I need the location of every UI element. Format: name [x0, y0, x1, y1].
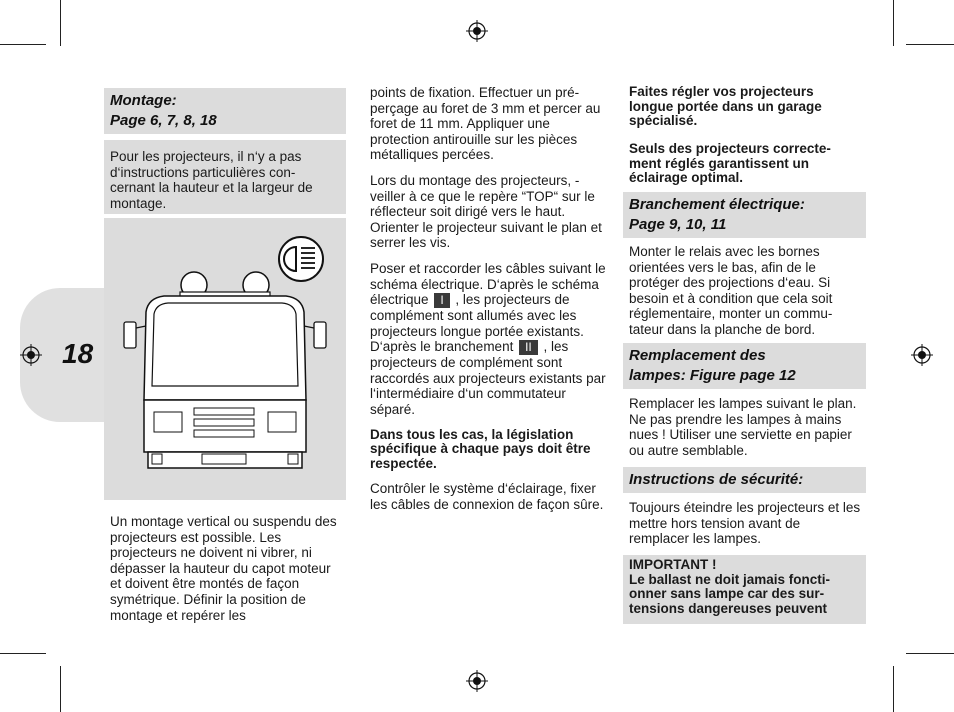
registration-mark-icon: [466, 20, 488, 42]
section-header-line: Page 6, 7, 8, 18: [110, 112, 217, 129]
crop-mark: [906, 44, 954, 45]
col1-body: Un montage vertical ou suspendu des projecteurs est possible. Les projecteurs ne doivent ni vibrer, ni dépasser la hauteur du capot moteur et doivent être montés de façon symétrique. Définir la position de montage et repérer les: [110, 514, 337, 623]
paragraph: Contrôler le système d‘éclairage, fixer les câbles de connexion de façon sûre.: [370, 481, 604, 512]
registration-mark-icon: [466, 670, 488, 692]
paragraph: Toujours éteindre les projecteurs et les mettre hors tension avant de remplacer les lampes.: [629, 500, 861, 547]
diagram-tag: II: [519, 340, 538, 355]
crop-mark: [893, 666, 894, 712]
text-span: Poser et raccorder les câbles suivant le schéma électrique. D‘après le schéma électrique: [370, 260, 606, 308]
crop-mark: [906, 653, 954, 654]
section-header-securite: [623, 467, 866, 493]
paragraph-bold: Dans tous les cas, la législation spécifique à chaque pays doit être respectée.: [370, 426, 591, 471]
crop-mark: [893, 0, 894, 46]
section-header-line: Remplacement des: [629, 347, 766, 364]
headlight-beam-icon: [279, 237, 323, 281]
important-text: Le ballast ne doit jamais foncti-onner sans lampe car des sur-tensions dangereuses peuvent: [629, 571, 831, 616]
registration-mark-icon: [20, 344, 42, 366]
crop-mark: [60, 666, 61, 712]
text-span: , les projecteurs de complément sont allumés avec les projecteurs longue portée existants. D‘après le branchement: [370, 292, 584, 355]
paragraph-bold: Faites régler vos projecteurs longue portée dans un garage spécialisé.: [629, 84, 822, 128]
text-span: , les projecteurs de complément sont raccordés aux projecteurs existants par l‘intermédiaire d‘un commutateur séparé.: [370, 339, 606, 417]
paragraph: Lors du montage des projecteurs, - veiller à ce que le repère “TOP“ sur le réflecteur soit dirigé vers le haut. Orienter le projecteur suivant le plan et serrer les vis.: [370, 172, 602, 251]
section-header-branchement: [623, 192, 866, 238]
section-header-line: lampes: Figure page 12: [629, 367, 796, 384]
section-header-line: Page 9, 10, 11: [629, 216, 727, 233]
diagram-tag: I: [434, 293, 449, 308]
intro-box: Pour les projecteurs, il n‘y a pas d‘instructions particulières con-cernant la hauteur et la largeur de montage.: [104, 140, 346, 214]
section-header-line: Montage:: [110, 92, 177, 109]
registration-mark-icon: [911, 344, 933, 366]
crop-mark: [60, 0, 61, 46]
paragraph: Monter le relais avec les bornes orientées vers le bas, afin de le protéger des projections d‘eau. Si besoin et à condition que cela soit réglementaire, monter un commu-tateur dans la planche de bord.: [629, 244, 833, 337]
crop-mark: [0, 44, 46, 45]
paragraph: points de fixation. Effectuer un pré-perçage au foret de 3 mm et percer au foret de 11 mm. Appliquer une protection antirouille sur les pièces métalliques percées.: [370, 85, 601, 163]
section-header-remplacement: [623, 343, 866, 389]
crop-mark: [0, 653, 46, 654]
page-number: 18: [62, 338, 94, 369]
section-header-line: Branchement électrique:: [629, 196, 805, 213]
paragraph: [370, 261, 610, 418]
important-box: [623, 555, 866, 624]
col2-text: [370, 85, 610, 522]
paragraph: Remplacer les lampes suivant le plan. Ne pas prendre les lampes à mains nues ! Utiliser une serviette en papier ou autre semblable.: [629, 396, 857, 458]
section-header-line: Instructions de sécurité:: [629, 471, 804, 488]
section-header-montage: [104, 88, 346, 134]
important-title: IMPORTANT !: [629, 557, 717, 572]
paragraph-bold: Seuls des projecteurs correcte-ment réglés garantissent un éclairage optimal.: [629, 141, 831, 185]
truck-illustration: [104, 218, 346, 500]
